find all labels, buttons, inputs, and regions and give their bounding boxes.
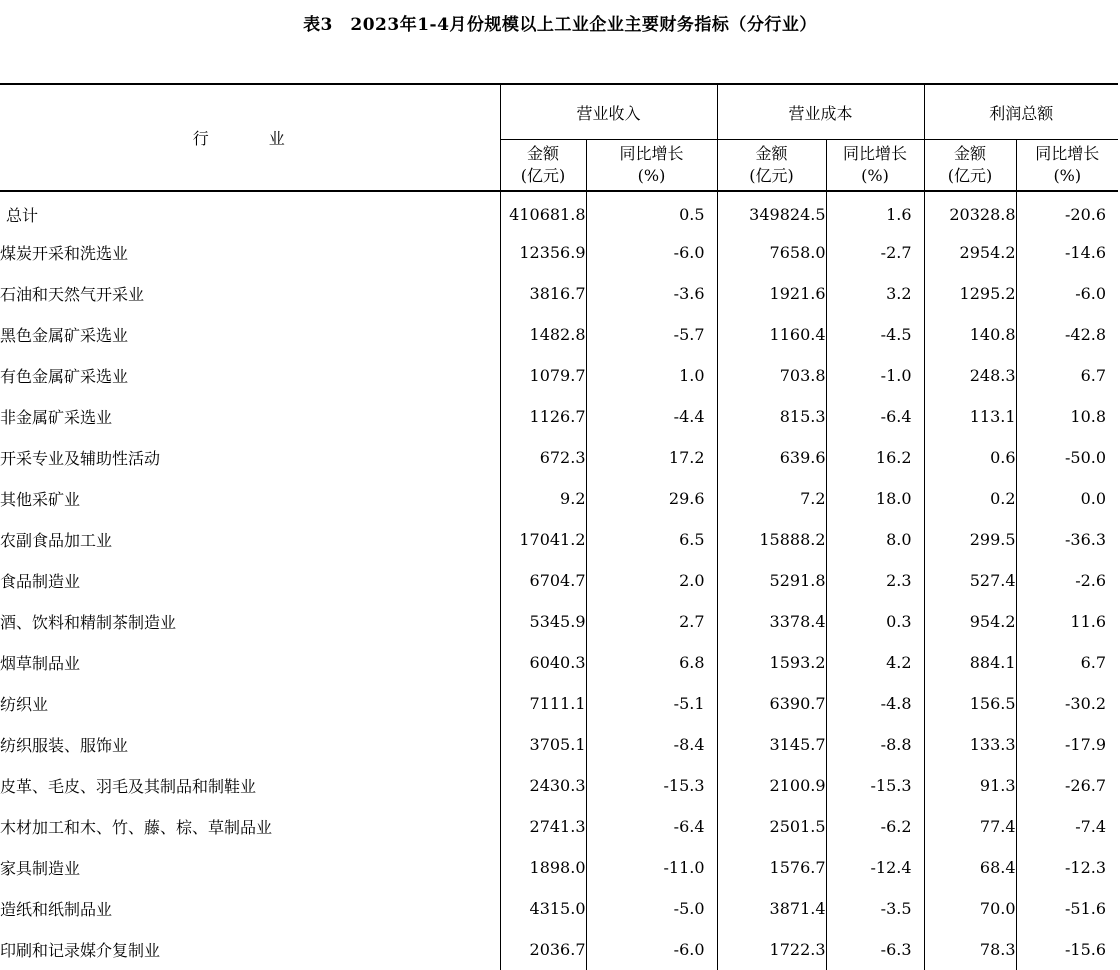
industry-column-header: 行 业 [0,84,500,191]
industry-name: 有色金属矿采选业 [0,367,129,386]
profit-growth-cell: -30.2 [1016,683,1118,724]
revenue-growth-header: 同比增长 (%) [586,140,717,192]
cost-growth-cell: 0.3 [826,601,924,642]
revenue-growth-cell: 0.5 [586,191,717,232]
revenue-amount-cell: 672.3 [500,437,586,478]
profit-amount-cell: 68.4 [924,847,1016,888]
cost-amount-cell: 1593.2 [717,642,826,683]
profit-growth-header: 同比增长 (%) [1016,140,1118,192]
profit-amount-cell: 133.3 [924,724,1016,765]
revenue-amount-header: 金额 (亿元) [500,140,586,192]
table-row [0,724,1118,765]
table-row [0,355,1118,396]
revenue-amount-cell: 17041.2 [500,519,586,560]
revenue-growth-cell: 29.6 [586,478,717,519]
cost-amount-cell: 1160.4 [717,314,826,355]
industry-name: 总计 [6,205,39,225]
revenue-amount-cell: 7111.1 [500,683,586,724]
revenue-growth-cell: -4.4 [586,396,717,437]
cost-amount-cell: 5291.8 [717,560,826,601]
revenue-growth-cell: -8.4 [586,724,717,765]
industry-name: 其他采矿业 [0,490,81,509]
table-title: 表3 2023年1-4月份规模以上工业企业主要财务指标（分行业） [303,15,817,35]
industry-name: 纺织服装、服饰业 [0,736,129,755]
revenue-growth-cell: -5.1 [586,683,717,724]
profit-amount-header: 金额 (亿元) [924,140,1016,192]
revenue-growth-cell: 6.8 [586,642,717,683]
profit-growth-cell: -36.3 [1016,519,1118,560]
table-row [0,314,1118,355]
cost-growth-cell: -12.4 [826,847,924,888]
industry-name: 食品制造业 [0,572,81,591]
profit-growth-cell: 6.7 [1016,355,1118,396]
table-row [0,273,1118,314]
revenue-amount-cell: 1898.0 [500,847,586,888]
table-row [0,232,1118,273]
cost-amount-cell: 6390.7 [717,683,826,724]
revenue-growth-cell: -6.0 [586,929,717,970]
revenue-amount-cell: 1079.7 [500,355,586,396]
cost-growth-cell: -2.7 [826,232,924,273]
profit-amount-cell: 0.2 [924,478,1016,519]
profit-growth-cell: 10.8 [1016,396,1118,437]
cost-growth-cell: 3.2 [826,273,924,314]
profit-growth-cell: 6.7 [1016,642,1118,683]
revenue-amount-cell: 4315.0 [500,888,586,929]
cost-growth-cell: 1.6 [826,191,924,232]
cost-growth-cell: -6.2 [826,806,924,847]
revenue-amount-cell: 6704.7 [500,560,586,601]
revenue-growth-cell: -5.0 [586,888,717,929]
table-row [0,437,1118,478]
profit-amount-cell: 248.3 [924,355,1016,396]
industry-name: 非金属矿采选业 [0,408,113,427]
profit-amount-cell: 70.0 [924,888,1016,929]
revenue-amount-cell: 5345.9 [500,601,586,642]
revenue-growth-cell: 1.0 [586,355,717,396]
profit-amount-cell: 884.1 [924,642,1016,683]
revenue-amount-cell: 12356.9 [500,232,586,273]
profit-growth-cell: -50.0 [1016,437,1118,478]
cost-growth-cell: -6.3 [826,929,924,970]
table-header [0,84,1118,191]
cost-amount-cell: 3378.4 [717,601,826,642]
cost-amount-header: 金额 (亿元) [717,140,826,192]
profit-amount-cell: 91.3 [924,765,1016,806]
industry-name: 烟草制品业 [0,654,81,673]
revenue-amount-cell: 1126.7 [500,396,586,437]
industry-name: 木材加工和木、竹、藤、棕、草制品业 [0,818,273,837]
cost-amount-cell: 7658.0 [717,232,826,273]
table-row [0,396,1118,437]
industry-name: 农副食品加工业 [0,531,113,550]
cost-amount-cell: 1921.6 [717,273,826,314]
revenue-growth-cell: -11.0 [586,847,717,888]
revenue-amount-cell: 2741.3 [500,806,586,847]
profit-amount-cell: 2954.2 [924,232,1016,273]
profit-growth-cell: 0.0 [1016,478,1118,519]
profit-growth-cell: -14.6 [1016,232,1118,273]
revenue-amount-cell: 2036.7 [500,929,586,970]
profit-growth-cell: -51.6 [1016,888,1118,929]
profit-amount-cell: 140.8 [924,314,1016,355]
industry-name: 皮革、毛皮、羽毛及其制品和制鞋业 [0,777,257,796]
cost-group-header: 营业成本 [717,84,924,140]
table-row [0,847,1118,888]
profit-amount-cell: 527.4 [924,560,1016,601]
profit-growth-cell: -12.3 [1016,847,1118,888]
revenue-growth-cell: -3.6 [586,273,717,314]
profit-group-header: 利润总额 [924,84,1118,140]
industry-name: 煤炭开采和洗选业 [0,244,129,263]
cost-amount-cell: 15888.2 [717,519,826,560]
table-row [0,642,1118,683]
profit-amount-cell: 20328.8 [924,191,1016,232]
cost-growth-cell: 18.0 [826,478,924,519]
cost-growth-cell: -1.0 [826,355,924,396]
profit-amount-cell: 113.1 [924,396,1016,437]
revenue-amount-cell: 3816.7 [500,273,586,314]
table-row [0,519,1118,560]
cost-amount-cell: 3871.4 [717,888,826,929]
profit-growth-cell: -15.6 [1016,929,1118,970]
industry-name: 家具制造业 [0,859,81,878]
revenue-growth-cell: -15.3 [586,765,717,806]
industry-name: 纺织业 [0,695,49,714]
revenue-amount-cell: 9.2 [500,478,586,519]
profit-amount-cell: 299.5 [924,519,1016,560]
cost-amount-cell: 2501.5 [717,806,826,847]
revenue-amount-cell: 2430.3 [500,765,586,806]
table-body [0,191,1118,970]
profit-growth-cell: 11.6 [1016,601,1118,642]
revenue-growth-cell: 17.2 [586,437,717,478]
industry-name: 印刷和记录媒介复制业 [0,941,161,960]
profit-growth-cell: -17.9 [1016,724,1118,765]
table-row [0,683,1118,724]
industry-name: 造纸和纸制品业 [0,900,113,919]
revenue-growth-cell: -6.4 [586,806,717,847]
profit-growth-cell: -26.7 [1016,765,1118,806]
revenue-growth-cell: 2.7 [586,601,717,642]
cost-amount-cell: 7.2 [717,478,826,519]
financial-indicators-table [0,83,1118,970]
revenue-group-header: 营业收入 [500,84,717,140]
cost-amount-cell: 349824.5 [717,191,826,232]
cost-amount-cell: 639.6 [717,437,826,478]
cost-growth-cell: 4.2 [826,642,924,683]
revenue-amount-cell: 6040.3 [500,642,586,683]
revenue-growth-cell: 6.5 [586,519,717,560]
cost-amount-cell: 3145.7 [717,724,826,765]
cost-growth-cell: -4.8 [826,683,924,724]
profit-growth-cell: -7.4 [1016,806,1118,847]
cost-amount-cell: 815.3 [717,396,826,437]
profit-growth-cell: -6.0 [1016,273,1118,314]
cost-amount-cell: 2100.9 [717,765,826,806]
profit-amount-cell: 156.5 [924,683,1016,724]
table-row [0,601,1118,642]
revenue-amount-cell: 1482.8 [500,314,586,355]
industry-name: 石油和天然气开采业 [0,285,145,304]
cost-growth-cell: -6.4 [826,396,924,437]
cost-growth-cell: -3.5 [826,888,924,929]
cost-amount-cell: 703.8 [717,355,826,396]
table-row [0,560,1118,601]
cost-amount-cell: 1576.7 [717,847,826,888]
cost-growth-cell: -15.3 [826,765,924,806]
industry-name: 黑色金属矿采选业 [0,326,129,345]
cost-amount-cell: 1722.3 [717,929,826,970]
revenue-growth-cell: -6.0 [586,232,717,273]
profit-growth-cell: -20.6 [1016,191,1118,232]
revenue-growth-cell: 2.0 [586,560,717,601]
cost-growth-cell: -4.5 [826,314,924,355]
profit-amount-cell: 77.4 [924,806,1016,847]
table-row [0,765,1118,806]
table-row [0,806,1118,847]
revenue-amount-cell: 410681.8 [500,191,586,232]
industry-name: 开采专业及辅助性活动 [0,449,161,468]
table-row [0,888,1118,929]
table-row [0,478,1118,519]
table-row [0,929,1118,970]
cost-growth-cell: -8.8 [826,724,924,765]
cost-growth-cell: 8.0 [826,519,924,560]
profit-amount-cell: 0.6 [924,437,1016,478]
cost-growth-cell: 16.2 [826,437,924,478]
total-row [0,191,1118,232]
industry-name: 酒、饮料和精制茶制造业 [0,613,177,632]
revenue-amount-cell: 3705.1 [500,724,586,765]
profit-growth-cell: -2.6 [1016,560,1118,601]
profit-amount-cell: 954.2 [924,601,1016,642]
revenue-growth-cell: -5.7 [586,314,717,355]
cost-growth-cell: 2.3 [826,560,924,601]
profit-amount-cell: 1295.2 [924,273,1016,314]
profit-amount-cell: 78.3 [924,929,1016,970]
profit-growth-cell: -42.8 [1016,314,1118,355]
cost-growth-header: 同比增长 (%) [826,140,924,192]
